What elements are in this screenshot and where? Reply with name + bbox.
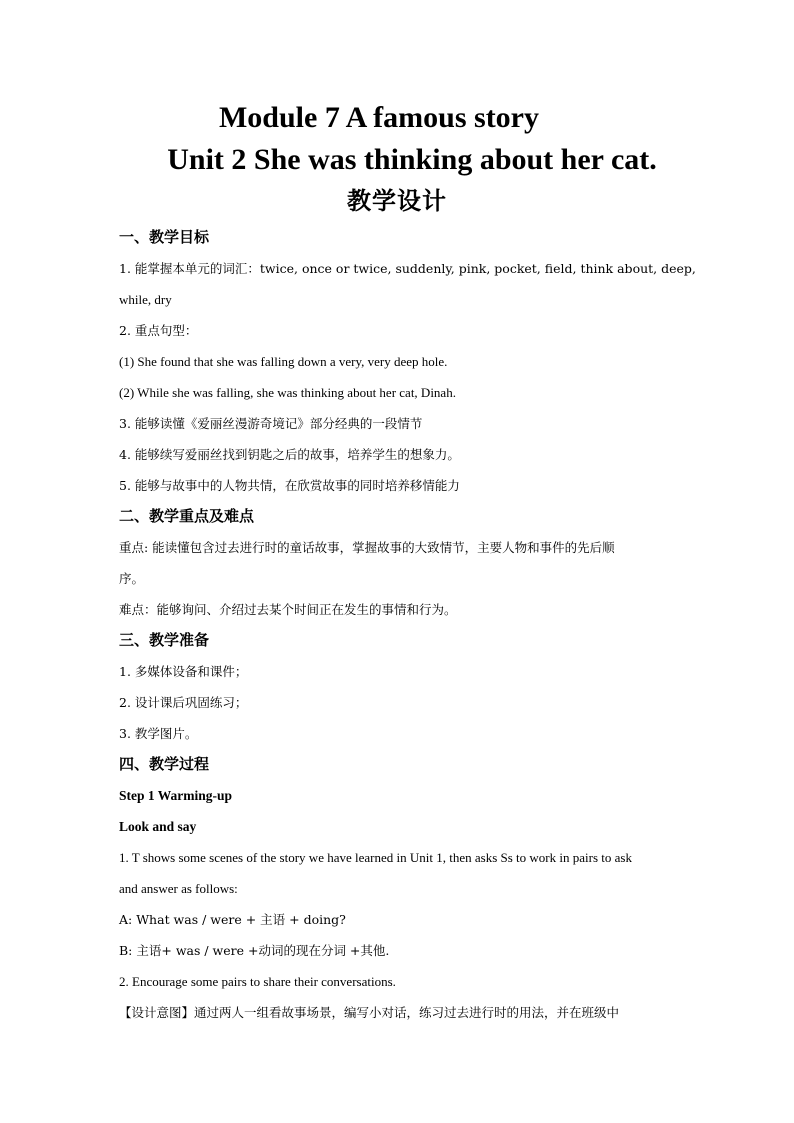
look-and-say-heading: Look and say (119, 819, 197, 834)
objective-item-1: 1. 能掌握本单元的词汇：twice, once or twice, suddenly, pink, pocket, field, think about, deep, (119, 261, 696, 276)
key-sentence-2: (2) While she was falling, she was thinking about her cat, Dinah. (119, 385, 456, 400)
step-1-heading: Step 1 Warming-up (119, 788, 233, 803)
objective-item-2: 2. 重点句型： (119, 323, 198, 338)
section-heading-process: 四、教学过程 (119, 755, 210, 773)
section-heading-key-points: 二、教学重点及难点 (119, 507, 255, 525)
preparation-item-2: 2. 设计课后巩固练习； (119, 695, 248, 710)
process-paragraph-1: 1. T shows some scenes of the story we have learned in Unit 1, then asks Ss to work in pairs to ask (119, 850, 632, 865)
preparation-item-1: 1. 多媒体设备和课件； (119, 664, 248, 679)
preparation-item-3: 3. 教学图片。 (119, 726, 198, 741)
focus-text-continued: 序。 (119, 571, 145, 586)
objective-item-3: 3. 能够读懂《爱丽丝漫游奇境记》部分经典的一段情节 (119, 416, 423, 431)
objective-item-4: 4. 能够续写爱丽丝找到钥匙之后的故事，培养学生的想象力。 (119, 447, 460, 462)
document-title-design: 教学设计 (347, 186, 447, 215)
focus-text: 重点: 能读懂包含过去进行时的童话故事，掌握故事的大致情节，主要人物和事件的先后顺 (119, 540, 615, 555)
document-body (119, 222, 696, 1028)
process-paragraph-2: 2. Encourage some pairs to share their conversations. (119, 974, 396, 989)
sentence-pattern-a: A: What was / were + 主语 + doing? (119, 912, 346, 927)
section-heading-preparation: 三、教学准备 (119, 631, 210, 649)
section-heading-objectives: 一、教学目标 (119, 228, 210, 246)
design-intent-text: 【设计意图】通过两人一组看故事场景，编写小对话，练习过去进行时的用法，并在班级中 (119, 1005, 620, 1020)
document-title-module: Module 7 A famous story (218, 101, 539, 134)
objective-item-1-continued: while, dry (119, 292, 172, 307)
key-sentence-1: (1) She found that she was falling down a very, very deep hole. (119, 354, 448, 369)
objective-item-5: 5. 能够与故事中的人物共情，在欣赏故事的同时培养移情能力 (119, 478, 460, 493)
sentence-pattern-b: B: 主语+ was / were +动词的现在分词 +其他. (119, 943, 390, 958)
document-title-unit: Unit 2 She was thinking about her cat. (167, 143, 657, 176)
difficulty-text: 难点：能够询问、介绍过去某个时间正在发生的事情和行为。 (119, 602, 457, 617)
process-paragraph-1-continued: and answer as follows: (119, 881, 238, 896)
